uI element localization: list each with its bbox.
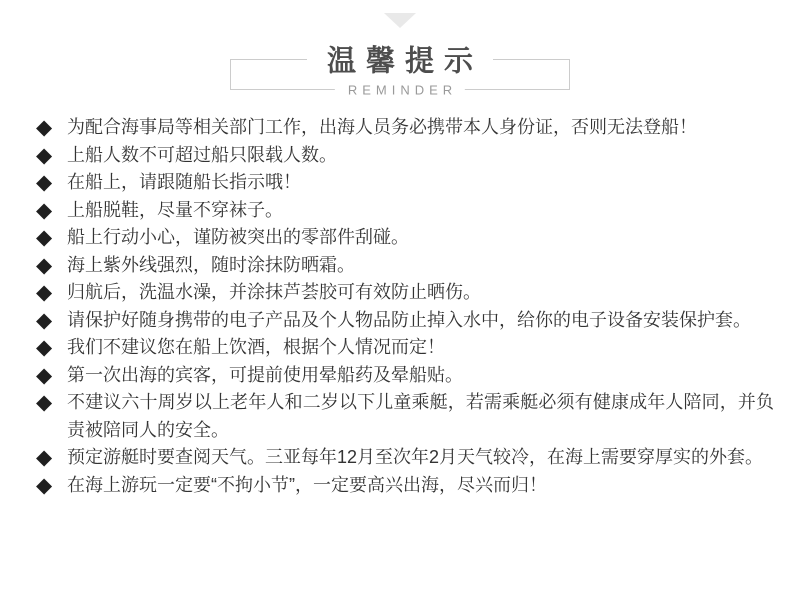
tip-text: 归航后，洗温水澡，并涂抹芦荟胶可有效防止晒伤。 [67, 282, 481, 302]
tip-text: 船上行动小心，谨防被突出的零部件刮碰。 [67, 227, 409, 247]
down-triangle-icon [384, 13, 416, 28]
tip-text: 第一次出海的宾客，可提前使用晕船药及晕船贴。 [67, 364, 463, 385]
tip-text: 不建议六十周岁以上老年人和二岁以下儿童乘艇，若需乘艇必须有健康成年人陪同，并负责被陪同人的安全。 [67, 392, 774, 440]
reminder-notice-page [0, 13, 800, 596]
tips-list [36, 114, 774, 499]
tip-text: 预定游艇时要查阅天气。三亚每年12月至次年2月天气较冷，在海上需要穿厚实的外套。 [67, 447, 764, 467]
tip-text: 上船人数不可超过船只限载人数。 [67, 144, 337, 165]
diamond-bullet-icon: ◆ [36, 143, 53, 167]
tip-text: 我们不建议您在船上饮酒，根据个人情况而定！ [67, 337, 445, 357]
tip-item [36, 197, 774, 225]
tip-item [36, 142, 774, 170]
diamond-bullet-icon: ◆ [36, 226, 53, 249]
diamond-bullet-icon: ◆ [36, 308, 53, 332]
diamond-bullet-icon: ◆ [36, 281, 53, 304]
page-title: 温馨提示 [307, 39, 493, 80]
page-subtitle: REMINDER [335, 82, 465, 97]
diamond-bullet-icon: ◆ [36, 198, 53, 222]
tip-text: 为配合海事局等相关部门工作，出海人员务必携带本人身份证，否则无法登船！ [67, 117, 697, 137]
diamond-bullet-icon: ◆ [36, 253, 53, 277]
tip-text: 在海上游玩一定要“不拘小节”，一定要高兴出海，尽兴而归！ [67, 474, 547, 495]
tip-item [36, 362, 774, 390]
tip-item [36, 279, 774, 307]
tip-item [36, 472, 774, 500]
tip-item [36, 224, 774, 252]
diamond-bullet-icon: ◆ [36, 336, 53, 359]
diamond-bullet-icon: ◆ [36, 473, 53, 497]
diamond-bullet-icon: ◆ [36, 446, 53, 469]
tip-item [36, 169, 774, 197]
diamond-bullet-icon: ◆ [36, 171, 53, 194]
diamond-bullet-icon: ◆ [36, 391, 53, 414]
tip-item [36, 252, 774, 280]
tip-text: 海上紫外线强烈，随时涂抹防晒霜。 [67, 254, 355, 275]
tip-text: 请保护好随身携带的电子产品及个人物品防止掉入水中，给你的电子设备安装保护套。 [67, 309, 751, 330]
tip-text: 在船上，请跟随船长指示哦！ [67, 172, 301, 192]
tip-item [36, 444, 774, 472]
tip-item [36, 114, 774, 142]
tip-text: 上船脱鞋，尽量不穿袜子。 [67, 199, 283, 220]
tip-item [36, 334, 774, 362]
tip-item [36, 307, 774, 335]
diamond-bullet-icon: ◆ [36, 363, 53, 387]
title-box [230, 45, 570, 98]
tip-item [36, 389, 774, 444]
diamond-bullet-icon: ◆ [36, 116, 53, 139]
